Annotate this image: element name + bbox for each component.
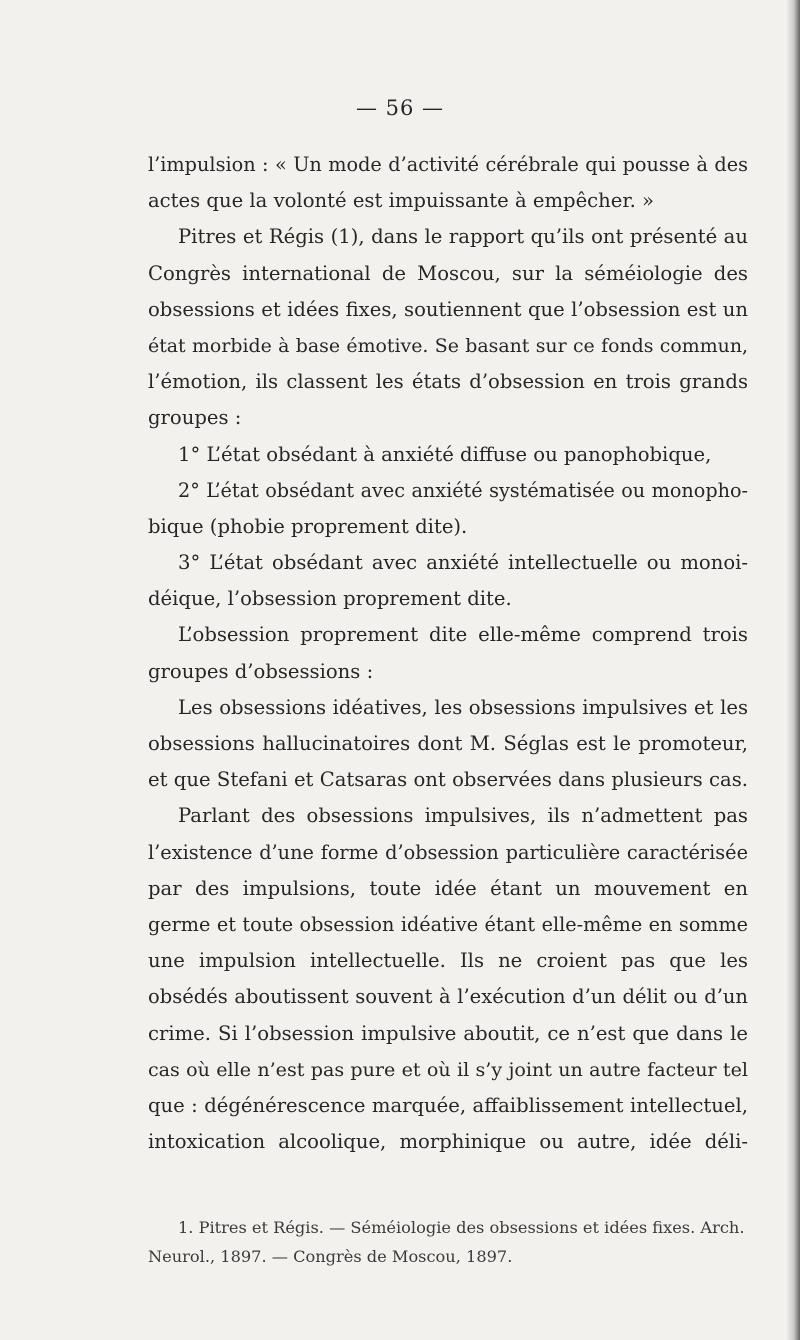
text-line: Pitres et Régis (1), dans le rapport qu’ils ont présenté au — [178, 225, 748, 249]
text-line: obsessions hallucinatoires dont M. Séglas est le promoteur, — [148, 732, 748, 755]
text-line: cas où elle n’est pas pure et où il s’y joint un autre facteur tel — [148, 1057, 748, 1081]
footnote-line: Neurol., 1897. — Congrès de Moscou, 1897. — [148, 1247, 513, 1266]
text-line: bique (phobie proprement dite). — [148, 514, 468, 538]
text-line: l’existence d’une forme d’obsession particulière caractérisée — [148, 840, 748, 864]
text-line: actes que la volonté est impuissante à empêcher. » — [148, 189, 655, 213]
text-line: déique, l’obsession proprement dite. — [148, 587, 512, 611]
text-line: 2° L’état obsédant avec anxiété systématisée ou monopho- — [178, 478, 748, 502]
text-line: et que Stefani et Catsaras ont observées dans plusieurs cas. — [148, 768, 748, 792]
text-line: intoxication alcoolique, morphinique ou autre, idée déli- — [148, 1130, 748, 1154]
text-line: germe et toute obsession idéative étant elle-même en somme — [148, 912, 748, 936]
text-line: obsédés aboutissent souvent à l’exécution d’un délit ou d’un — [148, 985, 748, 1009]
text-line: une impulsion intellectuelle. Ils ne croient pas que les — [148, 949, 748, 973]
text-line: groupes : — [148, 406, 242, 430]
page-number: — 56 — — [355, 96, 445, 120]
page-edge-shadow — [786, 0, 800, 1340]
footnotes — [148, 1213, 748, 1271]
text-line: Congrès international de Moscou, sur la séméiologie des — [148, 261, 748, 285]
text-line: que : dégénérescence marquée, affaiblissement intellectuel, — [148, 1093, 748, 1117]
text-line: Parlant des obsessions impulsives, ils n’admettent pas — [178, 804, 748, 828]
text-line: état morbide à base émotive. Se basant sur ce fonds commun, — [148, 334, 748, 357]
text-line: groupes d’obsessions : — [148, 659, 374, 683]
text-line: 3° L’état obsédant avec anxiété intellectuelle ou monoi- — [178, 551, 748, 575]
text-line: obsessions et idées fixes, soutiennent que l’obsession est un — [148, 297, 748, 321]
text-line: l’émotion, ils classent les états d’obsession en trois grands — [148, 370, 748, 394]
text-line: Les obsessions idéatives, les obsessions impulsives et les — [178, 695, 748, 719]
footnote-line: 1. Pitres et Régis. — Séméiologie des obsessions et idées fixes. Arch. — [178, 1218, 745, 1237]
text-line: par des impulsions, toute idée étant un mouvement en — [148, 876, 748, 900]
text-line: 1° L’état obsédant à anxiété diffuse ou panophobique, — [178, 442, 712, 466]
body-text — [148, 147, 748, 1160]
text-line: crime. Si l’obsession impulsive aboutit, ce n’est que dans le — [148, 1021, 748, 1045]
text-line: l’impulsion : « Un mode d’activité cérébrale qui pousse à des — [148, 153, 748, 176]
text-line: L’obsession proprement dite elle-même comprend trois — [178, 623, 748, 647]
